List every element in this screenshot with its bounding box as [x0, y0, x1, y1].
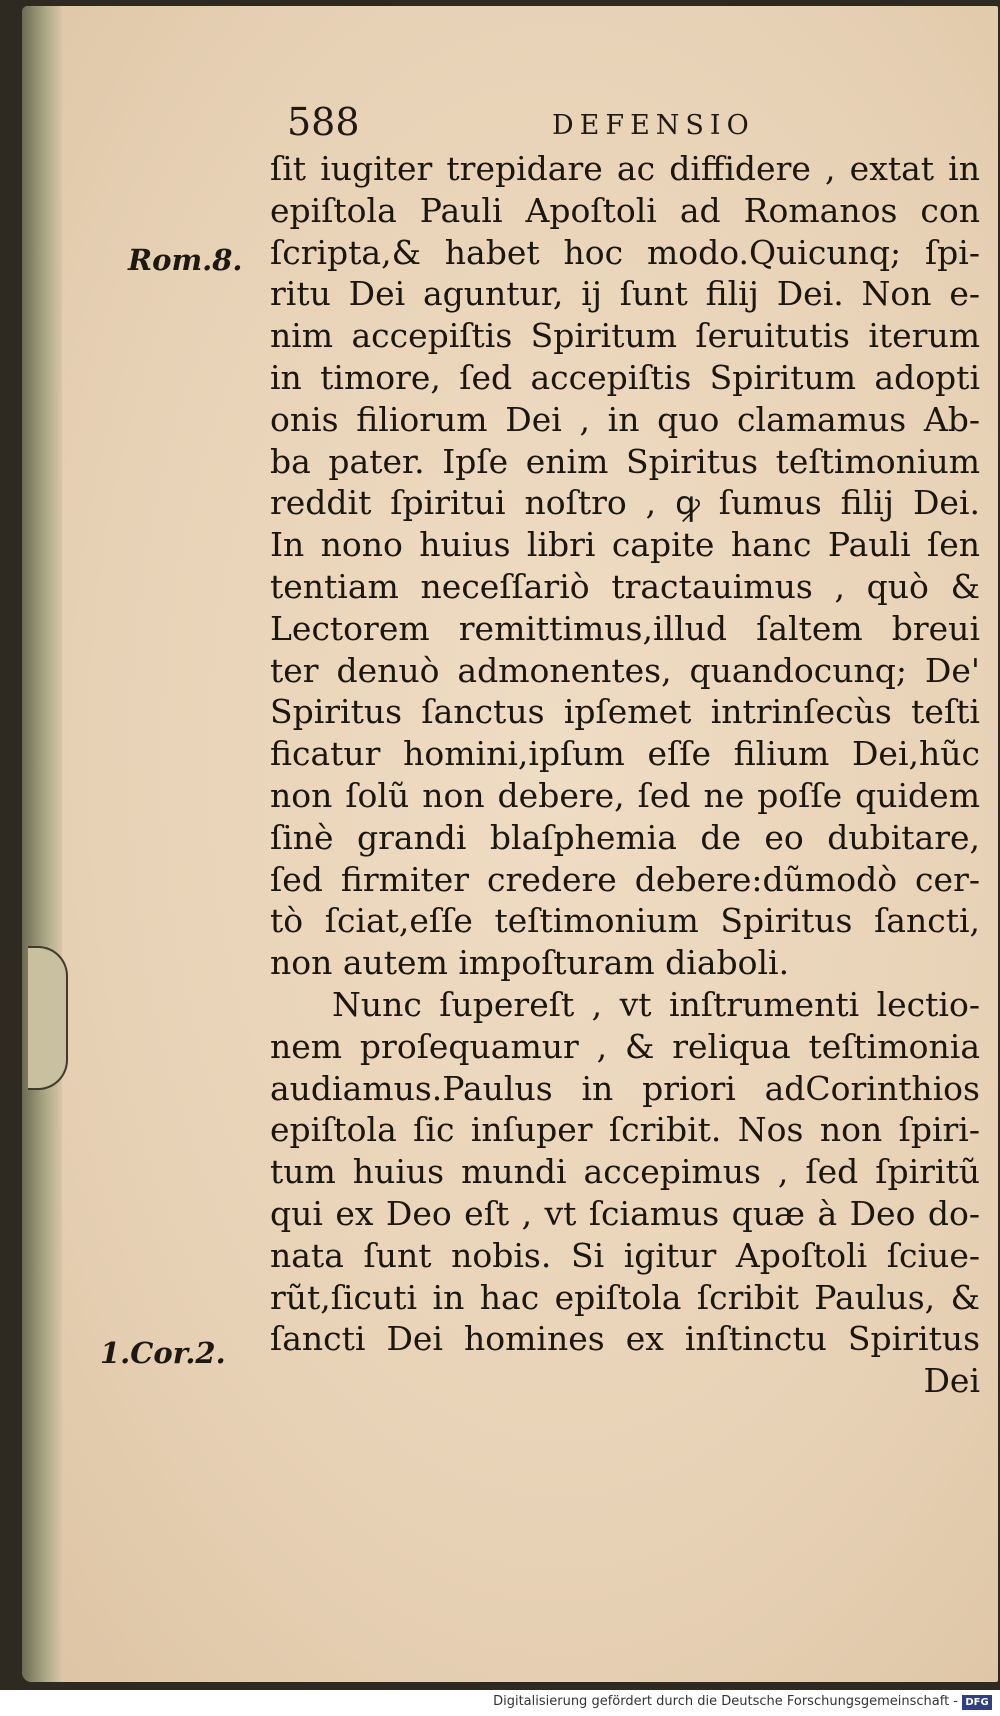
- text-line: non autem impoſturam diaboli.: [270, 943, 790, 983]
- text-line: ſinè grandi blaſphemia de eo dubitare,: [270, 817, 980, 857]
- text-line: onis filiorum Dei , in quo clamamus Ab-: [270, 399, 980, 439]
- text-line: tentiam neceſſariò tractauimus , quò &: [270, 566, 980, 606]
- text-line: nim accepiſtis Spiritum ſeruitutis iterum: [270, 316, 980, 356]
- text-line: rũt,ſicuti in hac epiſtola ſcribit Paulus, &: [270, 1277, 980, 1317]
- text-line: ſcripta,& habet hoc modo.Quicunq; ſpi-: [270, 232, 980, 272]
- text-line: in timore, ſed accepiſtis Spiritum adopti: [270, 357, 980, 397]
- text-line: nem proſequamur , & reliqua teſtimonia: [270, 1026, 980, 1066]
- catchword: Dei: [923, 1361, 980, 1401]
- text-line: ba pater. Ipſe enim Spiritus teſtimonium: [270, 441, 980, 481]
- book-spine-edge: [22, 6, 62, 1682]
- page-number: 588: [287, 100, 360, 144]
- dfg-logo: DFG: [962, 1695, 992, 1710]
- text-line: non ſolũ non debere, ſed ne poſſe quidem: [270, 775, 980, 815]
- text-line: In nono huius libri capite hanc Pauli ſen: [270, 525, 980, 565]
- body-text: [270, 148, 980, 1402]
- text-line: epiſtola ſic inſuper ſcribit. Nos non ſpiri-: [270, 1110, 980, 1150]
- text-line: nata ſunt nobis. Si igitur Apoſtoli ſciue-: [270, 1235, 980, 1275]
- text-line: audiamus.Paulus in priori adCorinthios: [270, 1068, 980, 1108]
- text-line: Spiritus ſanctus ipſemet intrinſecùs teſti: [270, 692, 980, 732]
- page-header: [287, 100, 787, 150]
- text-line: Nunc ſupereſt , vt inſtrumenti lectio-: [332, 984, 980, 1024]
- text-line: ſed firmiter credere debere:dũmodò cer-: [270, 859, 980, 899]
- text-line: ſit iugiter trepidare ac diffidere , extat in: [270, 149, 980, 188]
- margin-note-romans: Rom.8.: [128, 243, 243, 277]
- margin-note-corinthians: 1.Cor.2.: [100, 1336, 226, 1370]
- text-line: ter denuò admonentes, quandocunq; De': [270, 650, 980, 690]
- book-clasp: [28, 946, 68, 1090]
- text-line: tò ſciat,eſſe teſtimonium Spiritus ſancti,: [270, 901, 980, 941]
- text-line: Lectorem remittimus,illud ſaltem breui: [270, 608, 980, 648]
- running-title: DEFENSIO: [552, 110, 755, 141]
- text-line: ficatur homini,ipſum eſſe filium Dei,hũc: [270, 734, 980, 774]
- text-line: ſancti Dei homines ex inſtinctu Spiritus: [270, 1319, 980, 1359]
- text-line: qui ex Deo eſt , vt ſciamus quæ à Deo do-: [270, 1193, 980, 1233]
- text-line: ritu Dei aguntur, ij ſunt filij Dei. Non e-: [270, 274, 980, 314]
- text-line: epiſtola Pauli Apoſtoli ad Romanos con: [270, 190, 980, 230]
- footer-credit-text: Digitalisierung gefördert durch die Deutsche Forschungsgemeinschaft -: [493, 1694, 958, 1709]
- text-line: reddit ſpiritui noſtro , ꝙ ſumus filij Dei.: [270, 483, 980, 523]
- digitization-footer: [0, 1690, 1000, 1716]
- text-line: tum huius mundi accepimus , ſed ſpiritũ: [270, 1152, 980, 1192]
